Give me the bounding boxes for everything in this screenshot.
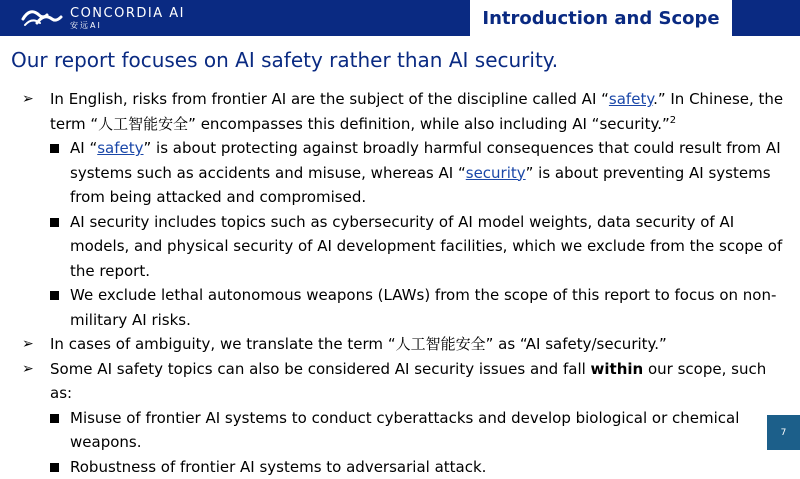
square-bullet-icon (50, 463, 59, 472)
bullet-laws-exclusion (22, 283, 792, 332)
bullet-text: We exclude lethal autonomous weapons (LAWs) from the scope of this report to focus on non-military AI risks. (70, 286, 776, 329)
section-title-tab (470, 0, 732, 36)
concordia-wave-logo-icon (20, 5, 64, 31)
square-bullet-icon (50, 218, 59, 227)
bullet-safety-vs-security (22, 136, 792, 210)
square-bullet-icon (50, 291, 59, 300)
safety-link[interactable]: safety (97, 139, 143, 157)
company-logo (20, 5, 185, 31)
bullet-text: Misuse of frontier AI systems to conduct cyberattacks and develop biological or chemical weapons. (70, 409, 739, 452)
header-bar (0, 0, 800, 36)
slide-title: Our report focuses on AI safety rather than AI security. (11, 48, 558, 72)
safety-link[interactable]: safety (609, 90, 653, 108)
logo-name: CONCORDIA AI (70, 7, 185, 20)
arrow-bullet-icon: ➢ (22, 332, 42, 357)
bullet-text: In cases of ambiguity, we translate the term “人工智能安全” as “AI safety/security.” (50, 335, 667, 353)
footnote-marker: 2 (670, 115, 676, 126)
slide-content (22, 87, 792, 479)
logo-subtitle: 安远AI (70, 22, 185, 30)
bullet-robustness (22, 455, 792, 479)
arrow-bullet-icon: ➢ (22, 357, 42, 382)
bullet-text: AI security includes topics such as cybersecurity of AI model weights, data security of AI models, and physical security of AI development facilities, which we exclude from the scope of the report. (70, 213, 782, 280)
bullet-terminology (22, 87, 792, 136)
bullet-text: Some AI safety topics can also be considered AI security issues and fall (50, 360, 591, 378)
bullet-bold-text: within (591, 360, 644, 378)
square-bullet-icon (50, 414, 59, 423)
section-title: Introduction and Scope (482, 8, 719, 29)
bullet-text: Robustness of frontier AI systems to adversarial attack. (70, 458, 486, 476)
square-bullet-icon (50, 144, 59, 153)
bullet-text: AI “ (70, 139, 97, 157)
security-link[interactable]: security (466, 164, 526, 182)
bullet-text: ” is about preventing AI systems from being attacked and compromised. (70, 164, 771, 207)
bullet-translation (22, 332, 792, 357)
bullet-text: ” is about protecting against broadly harmful consequences that could result from AI systems such as accidents and misuse, whereas AI “ (70, 139, 781, 182)
bullet-text: .” In Chinese, the term “人工智能安全” encompasses this definition, while also including AI “security.” (50, 90, 783, 133)
bullet-text: In English, risks from frontier AI are the subject of the discipline called AI “ (50, 90, 609, 108)
bullet-overlap (22, 357, 792, 406)
arrow-bullet-icon: ➢ (22, 87, 42, 112)
bullet-ai-security-topics (22, 210, 792, 284)
page-number: 7 (767, 415, 800, 450)
bullet-misuse (22, 406, 792, 455)
bullet-text: our scope, such as: (50, 360, 766, 403)
